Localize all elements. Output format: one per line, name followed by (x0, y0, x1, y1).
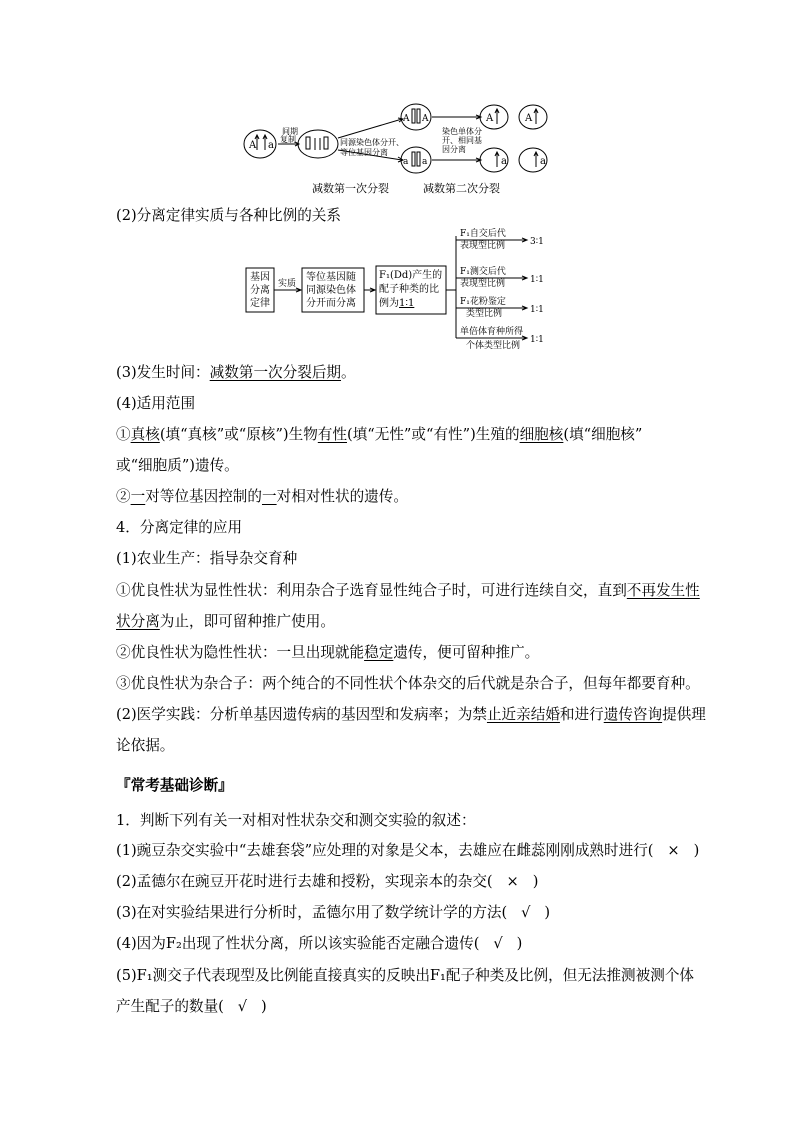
svg-text:因分离: 因分离 (442, 145, 466, 154)
svg-text:1∶1: 1∶1 (399, 298, 415, 309)
svg-text:1∶1: 1∶1 (530, 335, 544, 345)
agri-item3: ③优良性状为杂合子：两个纯合的不同性状个体杂交的后代就是杂合子，但每年都要育种。 (116, 675, 700, 692)
svg-text:1∶1: 1∶1 (530, 275, 544, 285)
meiosis2-cell-1 (480, 105, 508, 129)
p4-item2: ②一对等位基因控制的一对相对性状的遗传。 (116, 488, 408, 505)
svg-text:a: a (501, 156, 507, 167)
replicated-cell (298, 130, 338, 158)
svg-text:个体类型比例: 个体类型比例 (466, 341, 521, 351)
svg-text:开、相同基: 开、相同基 (442, 136, 482, 145)
svg-text:复制: 复制 (280, 135, 296, 144)
segregation-flow-diagram (244, 226, 554, 356)
q1-item5-cont: 产生配子的数量( √ ) (116, 998, 267, 1015)
svg-text:A: A (422, 114, 429, 124)
p3-occurrence-time: (3)发生时间：减数第一次分裂后期。 (116, 364, 356, 381)
q1-item5: (5)F₁测交子代表现型及比例能直接真实的反映出F₁配子种类及比例，但无法推测被测个体 (116, 967, 695, 984)
svg-text:同源染色体分开、: 同源染色体分开、 (340, 138, 404, 147)
q1-item2: (2)孟德尔在豌豆开花时进行去雄和授粉，实现亲本的杂交( × ) (116, 873, 539, 890)
svg-text:类型比例: 类型比例 (466, 309, 503, 319)
svg-text:同源染色体: 同源染色体 (306, 285, 356, 296)
agri-item2: ②优良性状为隐性性状：一旦出现就能稳定遗传，便可留种推广。 (116, 644, 540, 661)
svg-text:a: a (403, 157, 409, 167)
caption-meiosis-2: 减数第二次分裂 (423, 182, 500, 195)
svg-text:表现型比例: 表现型比例 (460, 241, 506, 251)
svg-text:F₁自交后代: F₁自交后代 (460, 229, 506, 239)
svg-text:3∶1: 3∶1 (530, 237, 544, 247)
svg-text:分离: 分离 (250, 285, 270, 296)
svg-text:配子种类的比: 配子种类的比 (379, 284, 439, 295)
med-item-cont: 论依据。 (116, 737, 175, 754)
svg-text:间期: 间期 (282, 127, 298, 136)
agri-item1: ①优良性状为显性性状：利用杂合子选育显性纯合子时，可进行连续自交，直到不再发生性 (116, 582, 700, 599)
svg-text:等位基因随: 等位基因随 (306, 272, 356, 283)
svg-text:A: A (486, 113, 494, 124)
p4-title: (4)适用范围 (116, 395, 196, 412)
agri-item1-cont: 状分离为止，即可留种推广使用。 (116, 613, 335, 630)
svg-text:分开而分离: 分开而分离 (306, 298, 356, 309)
q1-item4: (4)因为F₂出现了性状分离，所以该实验能否定融合遗传( √ ) (116, 935, 523, 952)
svg-text:例为: 例为 (379, 298, 399, 309)
svg-text:等位基因分离: 等位基因分离 (340, 148, 388, 157)
caption-meiosis-1: 减数第一次分裂 (312, 182, 389, 195)
svg-text:染色单体分: 染色单体分 (442, 127, 482, 136)
meiosis2-cell-2 (519, 105, 547, 129)
svg-text:F₁测交后代: F₁测交后代 (460, 267, 506, 277)
q1-item3: (3)在对实验结果进行分析时，孟德尔用了数学统计学的方法( √ ) (116, 904, 551, 921)
p4-item1-cont: 或“细胞质”)遗传。 (116, 457, 239, 474)
svg-text:A: A (249, 140, 257, 151)
svg-text:基因: 基因 (250, 272, 270, 283)
svg-text:a: a (540, 156, 546, 167)
svg-text:a: a (422, 157, 428, 167)
section4-title: 4．分离定律的应用 (116, 519, 243, 536)
q1-item1: (1)豌豆杂交实验中“去雄套袋”应处理的对象是父本，去雄应在雌蕊刚刚成熟时进行( × ) (116, 842, 700, 859)
svg-text:F₁(Dd)产生的: F₁(Dd)产生的 (379, 270, 443, 281)
svg-text:F₁花粉鉴定: F₁花粉鉴定 (460, 297, 506, 307)
p4-item1: ①真核(填“真核”或“原核”)生物有性(填“无性”或“有性”)生殖的细胞核(填“细胞核” (116, 426, 643, 443)
svg-text:表现型比例: 表现型比例 (460, 279, 506, 289)
section2-title: (2)分离定律实质与各种比例的关系 (116, 207, 341, 224)
svg-text:单倍体育种所得: 单倍体育种所得 (460, 327, 524, 337)
diagnosis-title: 『常考基础诊断』 (116, 777, 233, 794)
svg-text:A: A (525, 113, 533, 124)
svg-text:定律: 定律 (250, 298, 270, 309)
svg-text:1∶1: 1∶1 (530, 305, 544, 315)
svg-text:实质: 实质 (278, 279, 297, 289)
svg-text:A: A (403, 114, 410, 124)
svg-text:a: a (268, 140, 274, 151)
agri-title: (1)农业生产：指导杂交育种 (116, 550, 298, 567)
meiosis-diagram (240, 100, 560, 196)
q1-title: 1．判断下列有关一对相对性状杂交和测交实验的叙述： (116, 812, 476, 829)
med-item: (2)医学实践：分析单基因遗传病的基因型和发病率；为禁止近亲结婚和进行遗传咨询提供理 (116, 706, 706, 723)
